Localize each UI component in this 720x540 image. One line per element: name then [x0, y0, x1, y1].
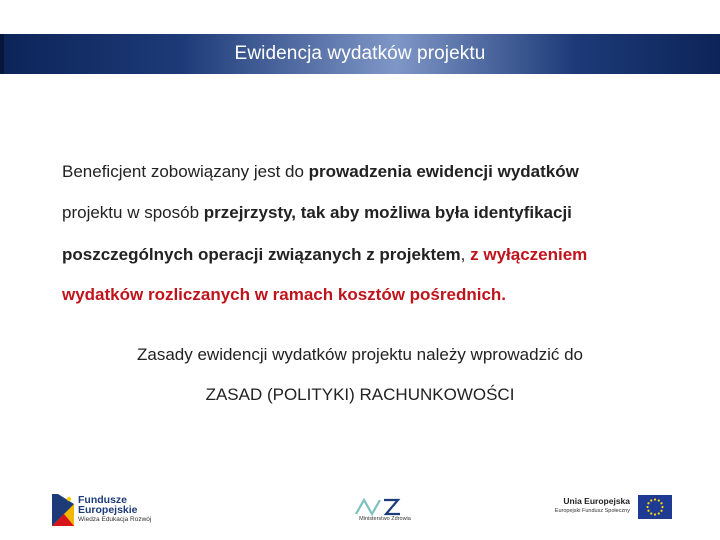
paragraph-line-3 — [62, 245, 587, 265]
note-line-1: Zasady ewidencji wydatków projektu należy wprowadzić do — [137, 345, 583, 364]
paragraph-bold-text: poszczególnych operacji związanych z projektem — [62, 245, 461, 264]
paragraph-line-2 — [62, 203, 572, 223]
paragraph-bold-text: prowadzenia ewidencji wydatków — [308, 162, 579, 181]
paragraph-line-1 — [62, 162, 579, 182]
slide-title: Ewidencja wydatków projektu — [234, 43, 486, 64]
paragraph-red-text: wydatków rozliczanych w ramach kosztów pośrednich. — [62, 285, 507, 304]
title-bar — [0, 34, 720, 74]
paragraph-text: , — [460, 245, 471, 264]
paragraph-red-text: z wyłączeniem — [470, 245, 588, 264]
ministerstwo-zdrowia-label: Ministerstwo Zdrowia — [359, 516, 411, 522]
ue-label — [550, 496, 630, 514]
fe-line-3: Wiedza Edukacja Rozwój — [78, 516, 152, 523]
paragraph-text: Beneficjent zobowiązany jest do — [62, 162, 309, 181]
eu-flag-icon — [638, 495, 672, 519]
paragraph-line-4 — [62, 285, 506, 305]
footer-logos — [0, 478, 720, 540]
note-line-2: ZASAD (POLITYKI) RACHUNKOWOŚCI — [205, 385, 515, 404]
fundusze-europejskie-label — [78, 495, 151, 525]
ministerstwo-zdrowia-logo — [352, 492, 416, 528]
fe-line-2: Europejskie — [78, 504, 138, 516]
ue-title: Unia Europejska — [563, 496, 630, 506]
paragraph-bold-text: przejrzysty, tak aby możliwa była identyfikacji — [203, 203, 572, 222]
fe-line-1: Fundusze — [78, 494, 127, 506]
ue-subtitle: Europejski Fundusz Społeczny — [554, 508, 630, 514]
paragraph-text: projektu w sposób — [62, 203, 204, 222]
